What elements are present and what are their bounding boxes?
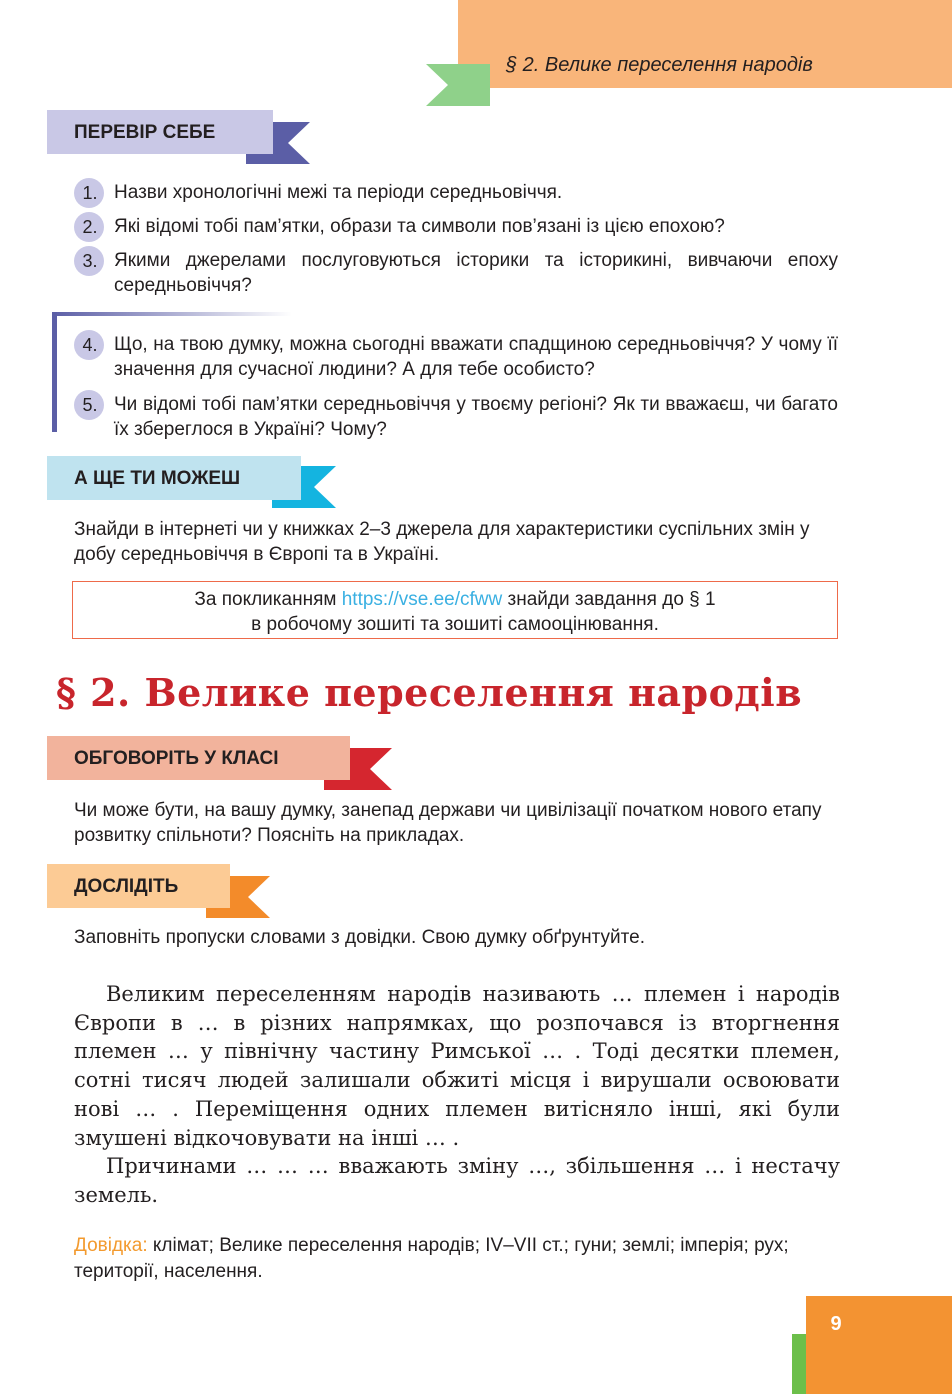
footer-page-block [806, 1296, 952, 1394]
question-number: 1. [74, 178, 104, 208]
hint-label: Довідка: [74, 1235, 148, 1256]
footer-green-strip [792, 1334, 806, 1394]
can-section-label: А ЩЕ ТИ МОЖЕШ [74, 468, 241, 489]
hint-text: клімат; Велике переселення народів; IV–VII ст.; гуни; землі; імперія; рух; території, населення. [74, 1235, 789, 1282]
link-box [72, 581, 838, 639]
discuss-section-label: ОБГОВОРІТЬ У КЛАСІ [74, 748, 279, 769]
advanced-marker-line [52, 312, 57, 432]
question-number: 3. [74, 246, 104, 276]
research-instruction: Заповніть пропуски словами з довідки. Свою думку обґрунтуйте. [74, 927, 645, 948]
workbook-link[interactable]: https://vse.ee/cfww [341, 589, 503, 610]
header-title: § 2. Велике переселення народів [506, 54, 813, 76]
header-ribbon [426, 64, 492, 108]
link-box-line2: в робочому зошиті та зошиті самооцінювання. [251, 614, 659, 635]
advanced-marker-top [52, 312, 292, 316]
question-number: 5. [74, 390, 104, 420]
link-box-text: знайди завдання до § 1 [502, 589, 716, 610]
question-text: Чи відомі тобі пам’ятки середньовіччя у твоєму регіоні? Як ти вважаєш, чи багато їх збереглося в Україні? Чому? [114, 394, 838, 440]
research-text-paragraph: Причинами … … … вважають зміну …, збільшення … і нестачу земель. [74, 1154, 840, 1207]
link-box-text: За покликанням [194, 589, 342, 610]
question-text: Назви хронологічні межі та періоди середньовіччя. [114, 182, 563, 203]
question-text: Які відомі тобі пам’ятки, образи та символи пов’язані із цією епохою? [114, 216, 725, 237]
hint-block [74, 1233, 844, 1285]
question-text: Що, на твою думку, можна сьогодні вважати спадщиною середньовіччя? У чому її значення для сучасної людини? А для тебе особисто? [114, 334, 838, 380]
page-number: 9 [830, 1313, 842, 1335]
research-text-paragraph: Великим переселенням народів називають … племен і народів Європи в … в різних напрямках, що розпочався із вторгнення племен … у північну частину Римської … . Тоді десятки племен, сотні тисяч людей залишали обжиті місця і вирушали освоювати нові … . Переміщення одних племен витісняло інші, які були змушені відкочовувати на інші … . [74, 982, 840, 1150]
check-section-label: ПЕРЕВІР СЕБЕ [74, 122, 216, 143]
discuss-section-text: Чи може бути, на вашу думку, занепад держави чи цивілізації початком нового етапу розвитку спільноти? Поясніть на прикладах. [74, 800, 822, 846]
research-section-label: ДОСЛІДІТЬ [74, 876, 179, 897]
can-section-text: Знайди в інтернеті чи у книжках 2–3 джерела для характеристики суспільних змін у добу середньовіччя в Європі та в Україні. [74, 519, 810, 565]
question-number: 2. [74, 212, 104, 242]
paragraph-title: § 2. Велике переселення народів [56, 670, 803, 715]
question-number: 4. [74, 330, 104, 360]
question-text: Якими джерелами послуговуються історики та історикині, вивчаючи епоху середньовіччя? [114, 250, 838, 296]
